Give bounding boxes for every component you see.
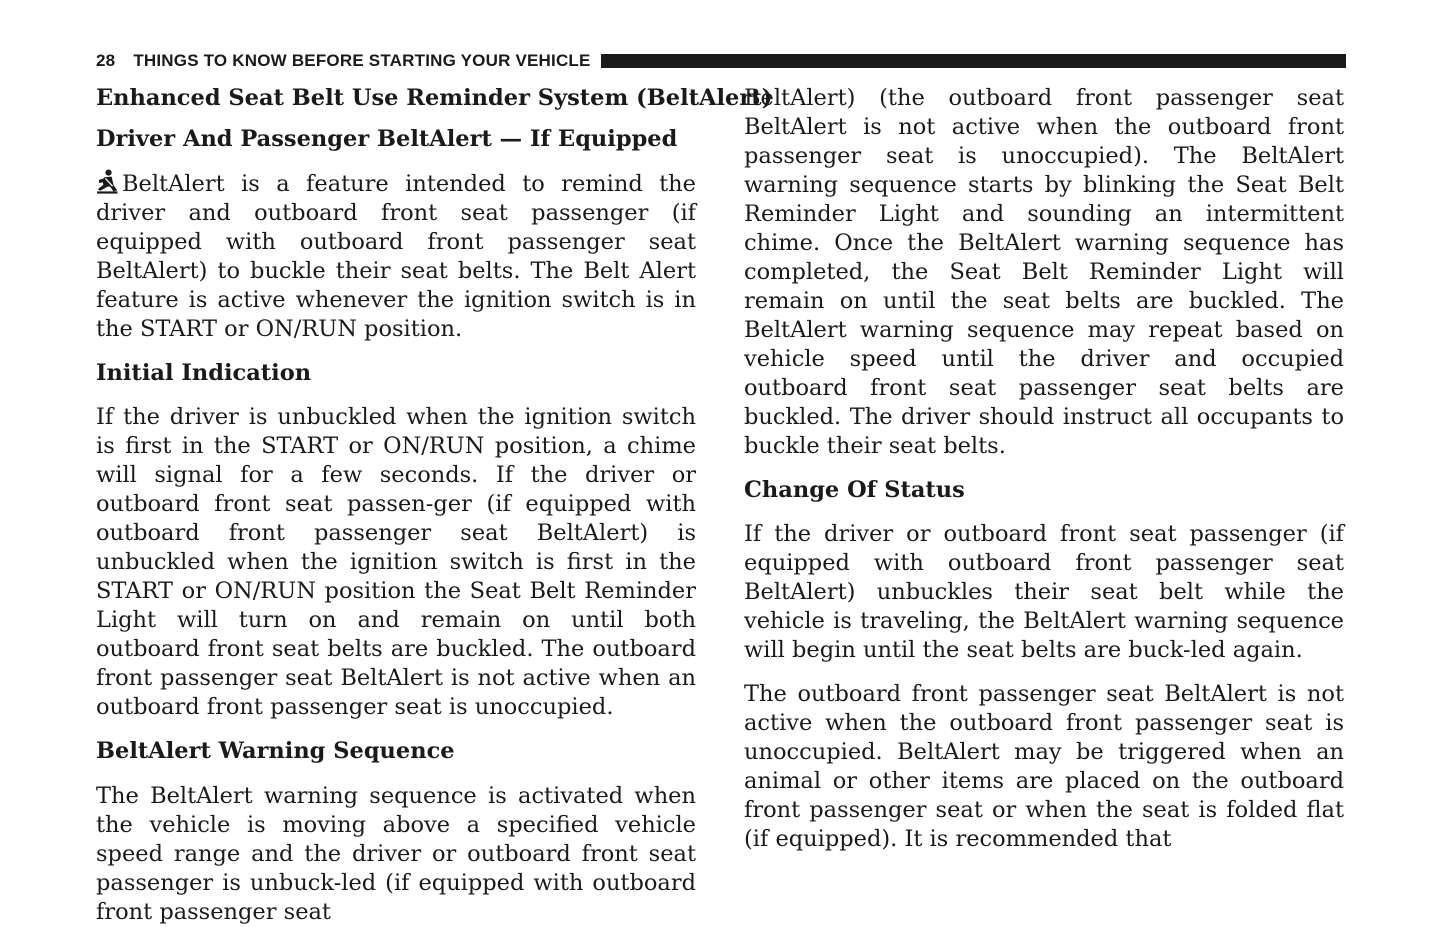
heading-driver-passenger: Driver And Passenger BeltAlert — If Equipped xyxy=(96,126,678,152)
left-column xyxy=(96,84,773,927)
initial-indication-paragraph: If the driver is unbuckled when the ignition switch is first in the START or ON/RUN position, a chime will signal for a few seconds. If the driver or outboard front seat passen-ger (if equipped with outboard front passenger seat BeltAlert) is unbuckled when the ignition switch is first in the START or ON/RUN position the Seat Belt Reminder Light will turn on and remain on until both outboard front seat belts are buckled. The outboard front passenger seat BeltAlert is not active when an outboard front passenger seat is unoccupied. xyxy=(96,404,696,720)
heading-warning-sequence: BeltAlert Warning Sequence xyxy=(96,738,455,764)
heading-initial-indication: Initial Indication xyxy=(96,360,312,386)
right-column xyxy=(744,84,1344,854)
page-header xyxy=(96,50,1346,72)
passenger-inactive-paragraph: The outboard front passenger seat BeltAlert is not active when the outboard front passenger seat is unoccupied. BeltAlert may be triggered when an animal or other items are placed on the outboard front passenger seat or when the seat is folded flat (if equipped). It is recommended that xyxy=(744,681,1344,852)
heading-system: Enhanced Seat Belt Use Reminder System (BeltAlert) xyxy=(96,85,773,111)
intro-paragraph xyxy=(96,169,696,344)
warning-sequence-paragraph: The BeltAlert warning sequence is activated when the vehicle is moving above a specified vehicle speed range and the driver or outboard front seat passenger is unbuck-led (if equipped with outboard front passenger seat xyxy=(96,783,696,925)
page-number: 28 xyxy=(96,51,116,70)
heading-change-of-status: Change Of Status xyxy=(744,477,965,503)
intro-text: BeltAlert is a feature intended to remind the driver and outboard front seat passenger (if equipped with outboard front passenger seat BeltAlert) to buckle their seat belts. The Belt Alert feature is active whenever the ignition switch is in the START or ON/RUN position. xyxy=(96,171,696,342)
header-rule xyxy=(601,54,1346,68)
seat-belt-reminder-icon xyxy=(96,169,120,194)
section-title: THINGS TO KNOW BEFORE STARTING YOUR VEHICLE xyxy=(133,51,591,70)
change-of-status-paragraph: If the driver or outboard front seat passenger (if equipped with outboard front passenger seat BeltAlert) unbuckles their seat belt while the vehicle is traveling, the BeltAlert warning sequence will begin until the seat belts are buck-led again. xyxy=(744,521,1344,663)
continuation-paragraph: BeltAlert) (the outboard front passenger seat BeltAlert is not active when the outboard front passenger seat is unoccupied). The BeltAlert warning sequence starts by blinking the Seat Belt Reminder Light and sounding an intermittent chime. Once the BeltAlert warning sequence has completed, the Seat Belt Reminder Light will remain on until the seat belts are buckled. The BeltAlert warning sequence may repeat based on vehicle speed until the driver and occupied outboard front seat passenger seat belts are buckled. The driver should instruct all occupants to buckle their seat belts. xyxy=(744,85,1344,459)
